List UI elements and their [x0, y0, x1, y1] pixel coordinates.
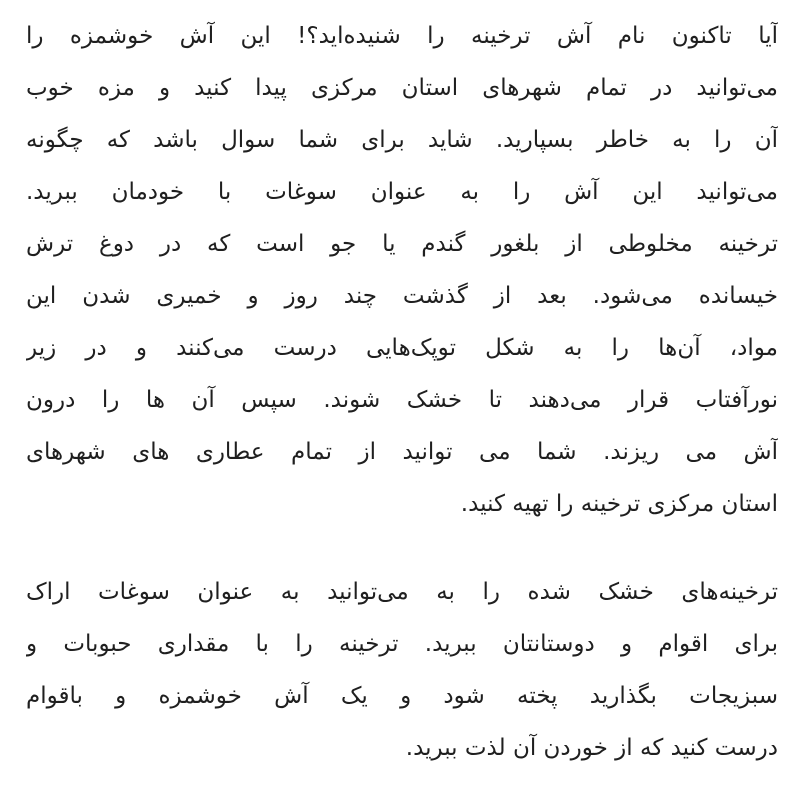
text-line: استان مرکزی ترخینه را تهیه کنید.: [460, 491, 778, 517]
text-line: آن را به خاطر بسپارید. شاید برای شما سوال باشد که چگونه: [26, 127, 778, 153]
paragraph-2: [26, 566, 778, 774]
text-line: سبزیجات بگذارید پخته شود و یک آش خوشمزه و باقوام: [26, 683, 778, 709]
text-line: برای اقوام و دوستانتان ببرید. ترخینه را با مقداری حبوبات و: [26, 631, 778, 657]
text-line: می‌توانید در تمام شهرهای استان مرکزی پیدا کنید و مزه خوب: [26, 75, 778, 101]
paragraph-spacer: [26, 530, 778, 566]
text-line: ترخینه‌های خشک شده را به می‌توانید به عنوان سوغات اراک: [26, 579, 778, 605]
text-line: نورآفتاب قرار می‌دهند تا خشک شوند. سپس آن ها را درون: [26, 387, 778, 413]
text-line: مواد، آن‌ها را به شکل توپک‌هایی درست می‌کنند و در زیر: [26, 335, 778, 361]
article-body: [26, 10, 778, 774]
text-line: آیا تاکنون نام آش ترخینه را شنیده‌اید؟! این آش خوشمزه را: [26, 23, 778, 49]
text-line: خیسانده می‌شود. بعد از گذشت چند روز و خمیری شدن این: [26, 283, 778, 309]
text-line: ترخینه مخلوطی از بلغور گندم یا جو است که در دوغ ترش: [26, 231, 778, 257]
text-line: آش می ریزند. شما می توانید از تمام عطاری های شهرهای: [26, 439, 778, 465]
text-line: می‌توانید این آش را به عنوان سوغات با خودمان ببرید.: [26, 179, 778, 205]
text-line: درست کنید که از خوردن آن لذت ببرید.: [405, 735, 778, 761]
paragraph-1: [26, 10, 778, 530]
